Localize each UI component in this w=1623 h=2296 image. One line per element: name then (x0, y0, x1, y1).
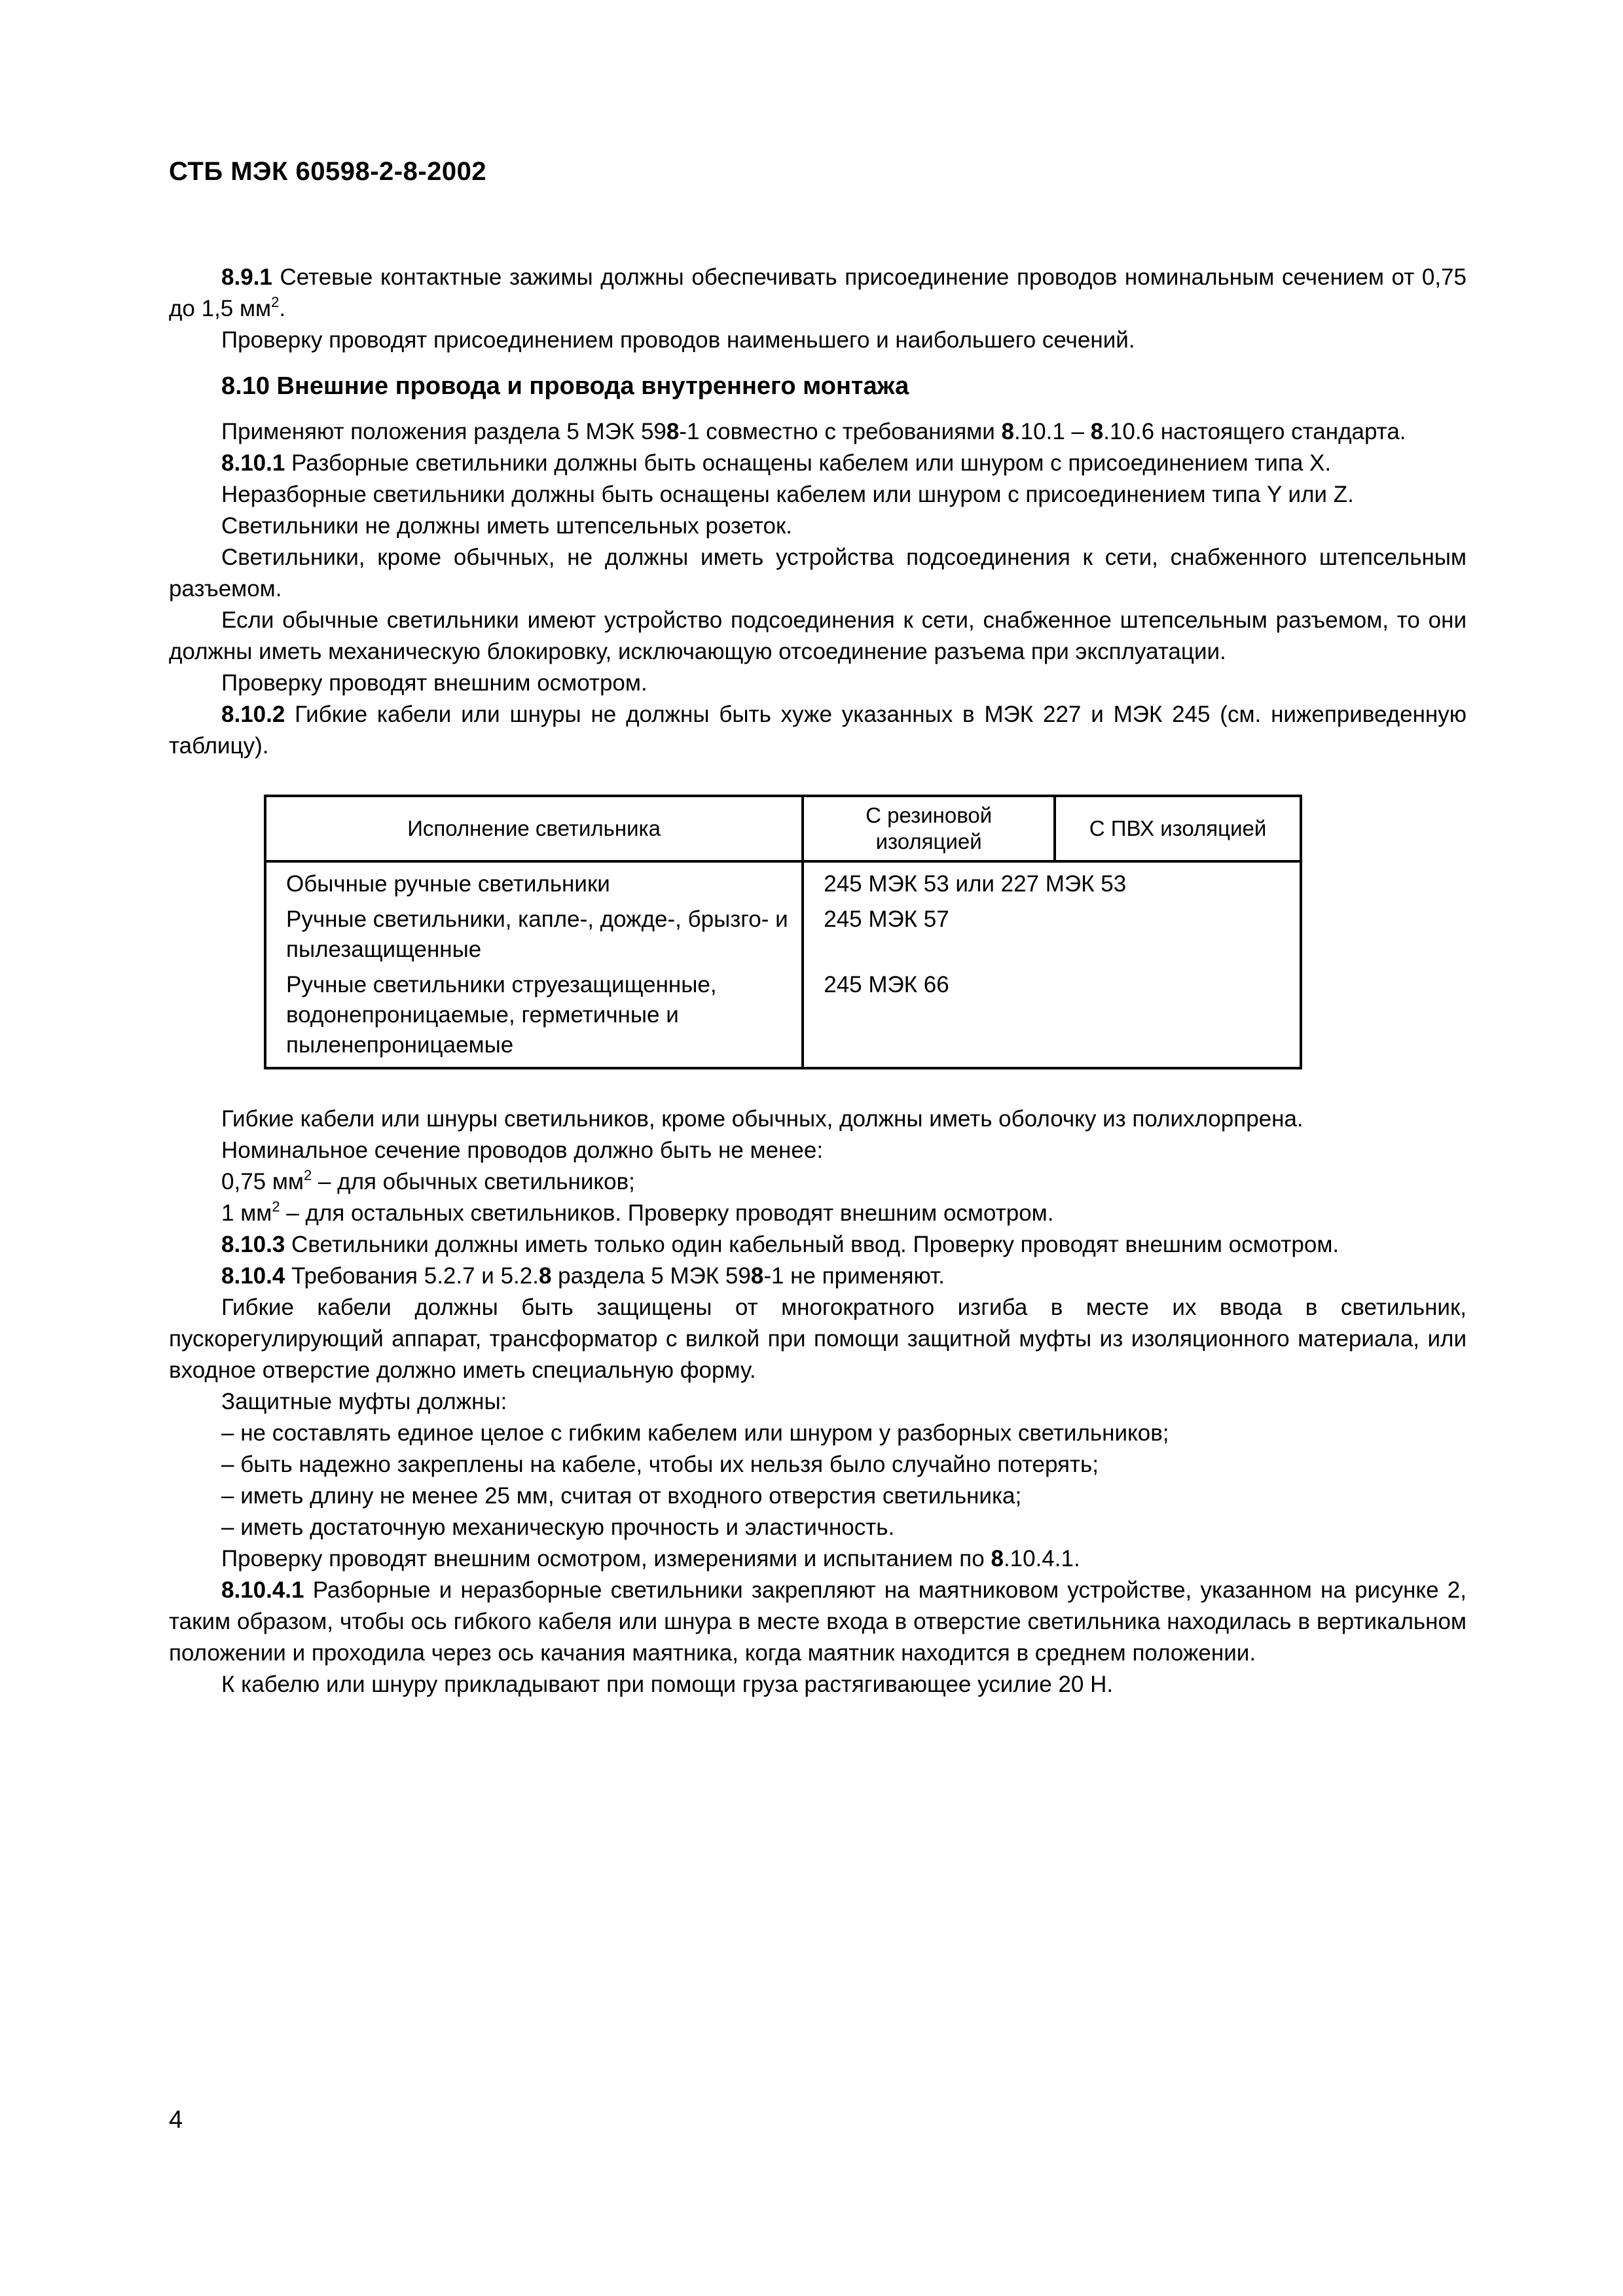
table-cell: Ручные светильники струезащищенные, водонепроницаемые, герметичные и пыленепроницаемые (266, 967, 803, 1067)
text-bold: 8 (991, 1546, 1004, 1571)
clause-number: 8.10.2 (221, 702, 285, 727)
clause-8-10-4-1 (169, 1575, 1467, 1669)
paragraph (169, 1543, 1467, 1575)
clause-text-tail: . (279, 296, 286, 321)
superscript: 2 (271, 294, 280, 310)
table-header-cell: Исполнение светильника (266, 797, 803, 861)
paragraph: Гибкие кабели или шнуры светильников, кроме обычных, должны иметь оболочку из полихлорпрена. (221, 1106, 1304, 1132)
clause-text: -1 не применяют. (763, 1263, 945, 1289)
table-header-row (266, 797, 1300, 861)
text: .10.4.1. (1003, 1546, 1080, 1571)
section-heading-8-10: 8.10 Внешние провода и провода внутреннего монтажа (221, 372, 909, 400)
clause-text: Гибкие кабели или шнуры не должны быть хуже указанных в МЭК 227 и МЭК 245 (см. нижеприведенную таблицу). (169, 702, 1467, 759)
paragraph: Защитные муфты должны: (221, 1389, 507, 1414)
paragraph: Светильники, кроме обычных, не должны иметь устройства подсоединения к сети, снабженного штепсельным разъемом. (169, 545, 1467, 601)
document-body (169, 262, 1467, 1700)
clause-number: 8.10.3 (221, 1232, 285, 1257)
clause-8-10-1 (169, 448, 1467, 479)
table-cell: Ручные светильники, капле-, дожде-, брызго- и пылезащищенные (266, 902, 803, 967)
intro-text: Применяют положения раздела 5 МЭК 59 (221, 419, 666, 444)
clause-number: 8.10.4.1 (221, 1577, 304, 1603)
superscript: 2 (303, 1167, 312, 1183)
table-header-cell: С ПВХ изоляцией (1055, 797, 1300, 861)
text: – для остальных светильников. Проверку проводят внешним осмотром. (280, 1200, 1054, 1226)
table-cell: 245 МЭК 53 или 227 МЭК 53 (824, 871, 1127, 897)
clause-text: Разборные светильники должны быть оснащены кабелем или шнуром с присоединением типа X. (285, 450, 1332, 476)
paragraph: Номинальное сечение проводов должно быть не менее: (221, 1138, 824, 1163)
clause-8-10-2 (169, 699, 1467, 762)
clause-bold: 8 (750, 1263, 764, 1289)
list-item: – иметь достаточную механическую прочность и эластичность. (221, 1515, 895, 1540)
text: Проверку проводят внешним осмотром, измерениями и испытанием по (221, 1546, 991, 1571)
clause-text: раздела 5 МЭК 59 (551, 1263, 751, 1289)
page-number: 4 (169, 2106, 183, 2134)
section-8-10-intro (169, 416, 1467, 448)
clause-8-9-1 (169, 262, 1467, 325)
clause-8-10-3 (169, 1229, 1467, 1261)
table-header-cell: С резиновой изоляцией (803, 797, 1055, 861)
paragraph: Светильники не должны иметь штепсельных розеток. (221, 513, 793, 539)
table-cell: Обычные ручные светильники (266, 861, 803, 902)
clause-bold: 8 (538, 1263, 552, 1289)
paragraph: Проверку проводят внешним осмотром. (221, 670, 647, 696)
clause-text: Светильники должны иметь только один кабельный ввод. Проверку проводят внешним осмотром. (285, 1232, 1340, 1257)
intro-text: .10.1 – (1013, 419, 1091, 444)
list-item: – не составлять единое целое с гибким кабелем или шнуром у разборных светильников; (221, 1420, 1169, 1446)
clause-number: 8.10.4 (221, 1263, 285, 1289)
clause-text: Сетевые контактные зажимы должны обеспечивать присоединение проводов номинальным сечением от 0,75 до 1,5 мм (169, 264, 1467, 321)
paragraph (169, 1198, 1467, 1229)
table-cell: 245 МЭК 66 (824, 972, 949, 997)
paragraph: Неразборные светильники должны быть оснащены кабелем или шнуром с присоединением типа Y или Z. (221, 482, 1354, 507)
paragraph (169, 1166, 1467, 1198)
clause-8-10-4 (169, 1261, 1467, 1292)
table-cell: 245 МЭК 57 (824, 906, 949, 932)
clause-text: Требования 5.2.7 и 5.2. (285, 1263, 539, 1289)
intro-bold: 8 (1001, 419, 1014, 444)
list-item: – быть надежно закреплены на кабеле, чтобы их нельзя было случайно потерять; (221, 1452, 1099, 1477)
intro-text: -1 совместно с требованиями (679, 419, 1002, 444)
superscript: 2 (272, 1198, 280, 1215)
intro-bold: 8 (666, 419, 680, 444)
list-item: – иметь длину не менее 25 мм, считая от входного отверстия светильника; (221, 1483, 1022, 1509)
cable-requirements-table (264, 795, 1302, 1069)
clause-number: 8.10.1 (221, 450, 285, 476)
paragraph: К кабелю или шнуру прикладывают при помощи груза растягивающее усилие 20 Н. (221, 1672, 1114, 1697)
text: – для обычных светильников; (312, 1169, 635, 1194)
text: 1 мм (221, 1200, 272, 1226)
intro-bold: 8 (1090, 419, 1104, 444)
paragraph: Если обычные светильники имеют устройство подсоединения к сети, снабженное штепсельным разъемом, то они должны иметь механическую блокировку, исключающую отсоединение разъема при эксплуатации. (169, 607, 1467, 664)
text: 0,75 мм (221, 1169, 304, 1194)
document-code-header: СТБ МЭК 60598-2-8-2002 (169, 157, 487, 186)
clause-number: 8.9.1 (221, 264, 272, 290)
table-row (266, 902, 1300, 967)
clause-8-9-1-check: Проверку проводят присоединением проводов наименьшего и наибольшего сечений. (221, 327, 1135, 353)
table-row (266, 967, 1300, 1067)
clause-text: Разборные и неразборные светильники закрепляют на маятниковом устройстве, указанном на рисунке 2, таким образом, чтобы ось гибкого кабеля или шнура в месте входа в отверстие светильника находилась в вертикальном положении и проходила через ось качания маятника, когда маятник находится в среднем положении. (169, 1577, 1467, 1666)
table-row (266, 861, 1300, 902)
intro-text: .10.6 настоящего стандарта. (1103, 419, 1406, 444)
paragraph: Гибкие кабели должны быть защищены от многократного изгиба в месте их ввода в светильник, пускорегулирующий аппарат, трансформатор с вилкой при помощи защитной муфты из изоляционного материала, или входное отверстие должно иметь специальную форму. (169, 1295, 1467, 1383)
